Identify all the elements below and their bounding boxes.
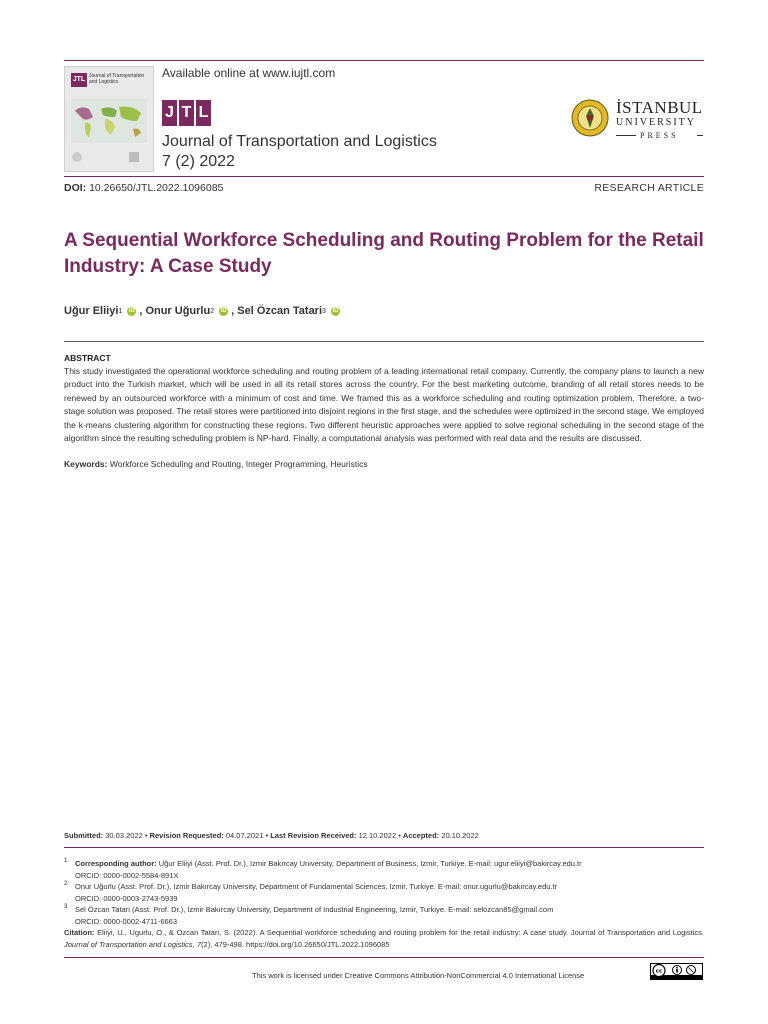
keywords-value: Workforce Scheduling and Routing, Integer Programming, Heuristics [107, 459, 368, 469]
abstract-body: This study investigated the operational workforce scheduling and routing problem of a leading international retail company. Currently, the company plans to launch a new product into the Turkish market, which will be used in all its retail stores across the country. For the best marketing outcome, branding of all retail stores needs to be renewed by an outsourced workforce with a minimum of cost and time. We framed this as a workforce scheduling and routing optimization problem. Therefore, a two-stage solution was proposed. The retail stores were partitioned into disjoint regions in the first stage, and the schedules were optimized in the second stage. We employed the k-means clustering algorithm for constructing these regions. Two different heuristic approaches were applied to solve regional scheduling in the second stage of the algorithm since the resulting scheduling problem is NP-hard. Finally, a computational analysis was performed with real data and the results are discussed. [64, 366, 704, 444]
author-list [64, 305, 343, 317]
istanbul-university-seal-icon [571, 99, 609, 137]
submission-dates [64, 831, 479, 840]
footnote [64, 881, 704, 904]
citation-label: Citation: [64, 928, 95, 937]
revision-requested-label: Revision Requested: [149, 831, 224, 840]
svg-text:cc: cc [655, 968, 663, 975]
citation-text: Eliiyi, U., Ugurlu, O., & Ozcan Tatari, S. (2022). A Sequential workforce scheduling and routing problem for the retail industry: A case study. Journal of Transportation and Logistics. [94, 928, 704, 937]
doi [64, 182, 223, 194]
cover-logo: JTL [71, 73, 87, 87]
last-revision-date: 12.10.2022 • [356, 831, 403, 840]
license-text: This work is licensed under Creative Commons Attribution-NonCommercial 4.0 International License [252, 971, 585, 980]
article-type: RESEARCH ARTICLE [594, 182, 704, 194]
jtl-logo [162, 100, 211, 126]
publisher-name-line3: PRESS [640, 131, 679, 140]
footnote-text: Uğur Eliiyi (Asst. Prof. Dr.), Izmir Bakırcay University, Department of Business, Izmir, Turkiye. E-mail: ugur.eliiyi@bakircay.edu.tr [156, 859, 582, 868]
author-affiliation-number: 3 [322, 307, 326, 315]
footnote-number: 3 [64, 904, 68, 910]
world-map-icon [71, 99, 147, 143]
author-separator: , [139, 305, 146, 317]
footnote [64, 904, 704, 927]
jtl-letter: L [196, 100, 211, 126]
publisher-name-line2: UNIVERSITY [616, 117, 696, 128]
journal-cover-thumbnail [64, 66, 154, 172]
doi-value[interactable]: 10.26650/JTL.2022.1096085 [86, 182, 224, 194]
author-affiliation-number: 2 [210, 307, 215, 315]
jtl-letter: T [179, 100, 194, 126]
footnote-number: 1 [64, 858, 68, 864]
keywords-label: Keywords: [64, 459, 108, 469]
footnote [64, 858, 704, 881]
citation-journal: Journal of Transportation and Logistics, 7 [64, 939, 202, 949]
license-rule [64, 957, 704, 958]
publisher-name-line1: İSTANBUL [616, 98, 703, 117]
journal-name: Journal of Transportation and Logistics [162, 133, 437, 150]
journal-volume: 7 (2) 2022 [162, 153, 235, 170]
footnote-text: Onur Uğurlu (Asst. Prof. Dr.), Izmir Bakırcay University, Department of Fundamental Sciences, Izmir, Turkiye. E-mail: onur.ugurlu@bakircay.edu.tr [75, 882, 558, 891]
author-separator: , [231, 305, 238, 317]
jtl-letter: J [162, 100, 177, 126]
top-rule [64, 60, 704, 61]
footnote-orcid: ORCID: 0000-0002-5584-891X [75, 870, 179, 880]
header-rule [64, 176, 704, 177]
footnote-rule [64, 847, 704, 848]
submitted-label: Submitted: [64, 831, 104, 840]
accepted-label: Accepted: [402, 831, 440, 840]
footnote-text: Sel Özcan Tatari (Asst. Prof. Dr.), Izmir Bakırcay University, Department of Industrial Engineering, Izmir, Turkiye. E-mail: selozcan85@gmail.com [75, 905, 554, 914]
footnote-orcid: ORCID: 0000-0003-2743-5939 [75, 893, 178, 903]
orcid-icon[interactable]: iD [220, 307, 227, 314]
creative-commons-icon[interactable] [650, 963, 703, 980]
revision-requested-date: 04.07.2021 • [223, 831, 271, 840]
footnote-orcid: ORCID: 0000-0002-4711-6663 [75, 916, 178, 926]
publisher-divider [616, 135, 636, 136]
author-name: Sel Özcan Tatari [237, 305, 323, 317]
available-online: Available online at www.iujtl.com [162, 66, 336, 80]
citation [64, 927, 704, 950]
orcid-icon[interactable]: iD [332, 307, 339, 314]
article-title: A Sequential Workforce Scheduling and Routing Problem for the Retail Industry: A Case Study [64, 230, 704, 277]
submitted-date: 30.03.2022 • [103, 831, 150, 840]
keywords [64, 459, 368, 469]
abstract-heading: ABSTRACT [64, 353, 111, 363]
citation-pages: (2), 479-498. https://doi.org/10.26650/JTL.2022.1096085 [201, 939, 390, 949]
author-name: Onur Uğurlu [145, 305, 211, 317]
orcid-icon[interactable]: iD [128, 307, 135, 314]
cover-title: Journal of Transportation and Logistics [89, 73, 145, 85]
publisher-divider [697, 135, 703, 136]
accepted-date: 20.10.2022 [439, 831, 479, 840]
abstract-rule [64, 341, 704, 342]
author-name: Uğur Eliiyi [64, 305, 119, 317]
footnote-number: 2 [64, 881, 68, 887]
cover-footer-icon [71, 151, 147, 163]
last-revision-label: Last Revision Received: [270, 831, 357, 840]
doi-label: DOI: [64, 182, 87, 194]
author-affiliation-number: 1 [118, 307, 123, 315]
footnote-label: Corresponding author: [75, 859, 157, 868]
